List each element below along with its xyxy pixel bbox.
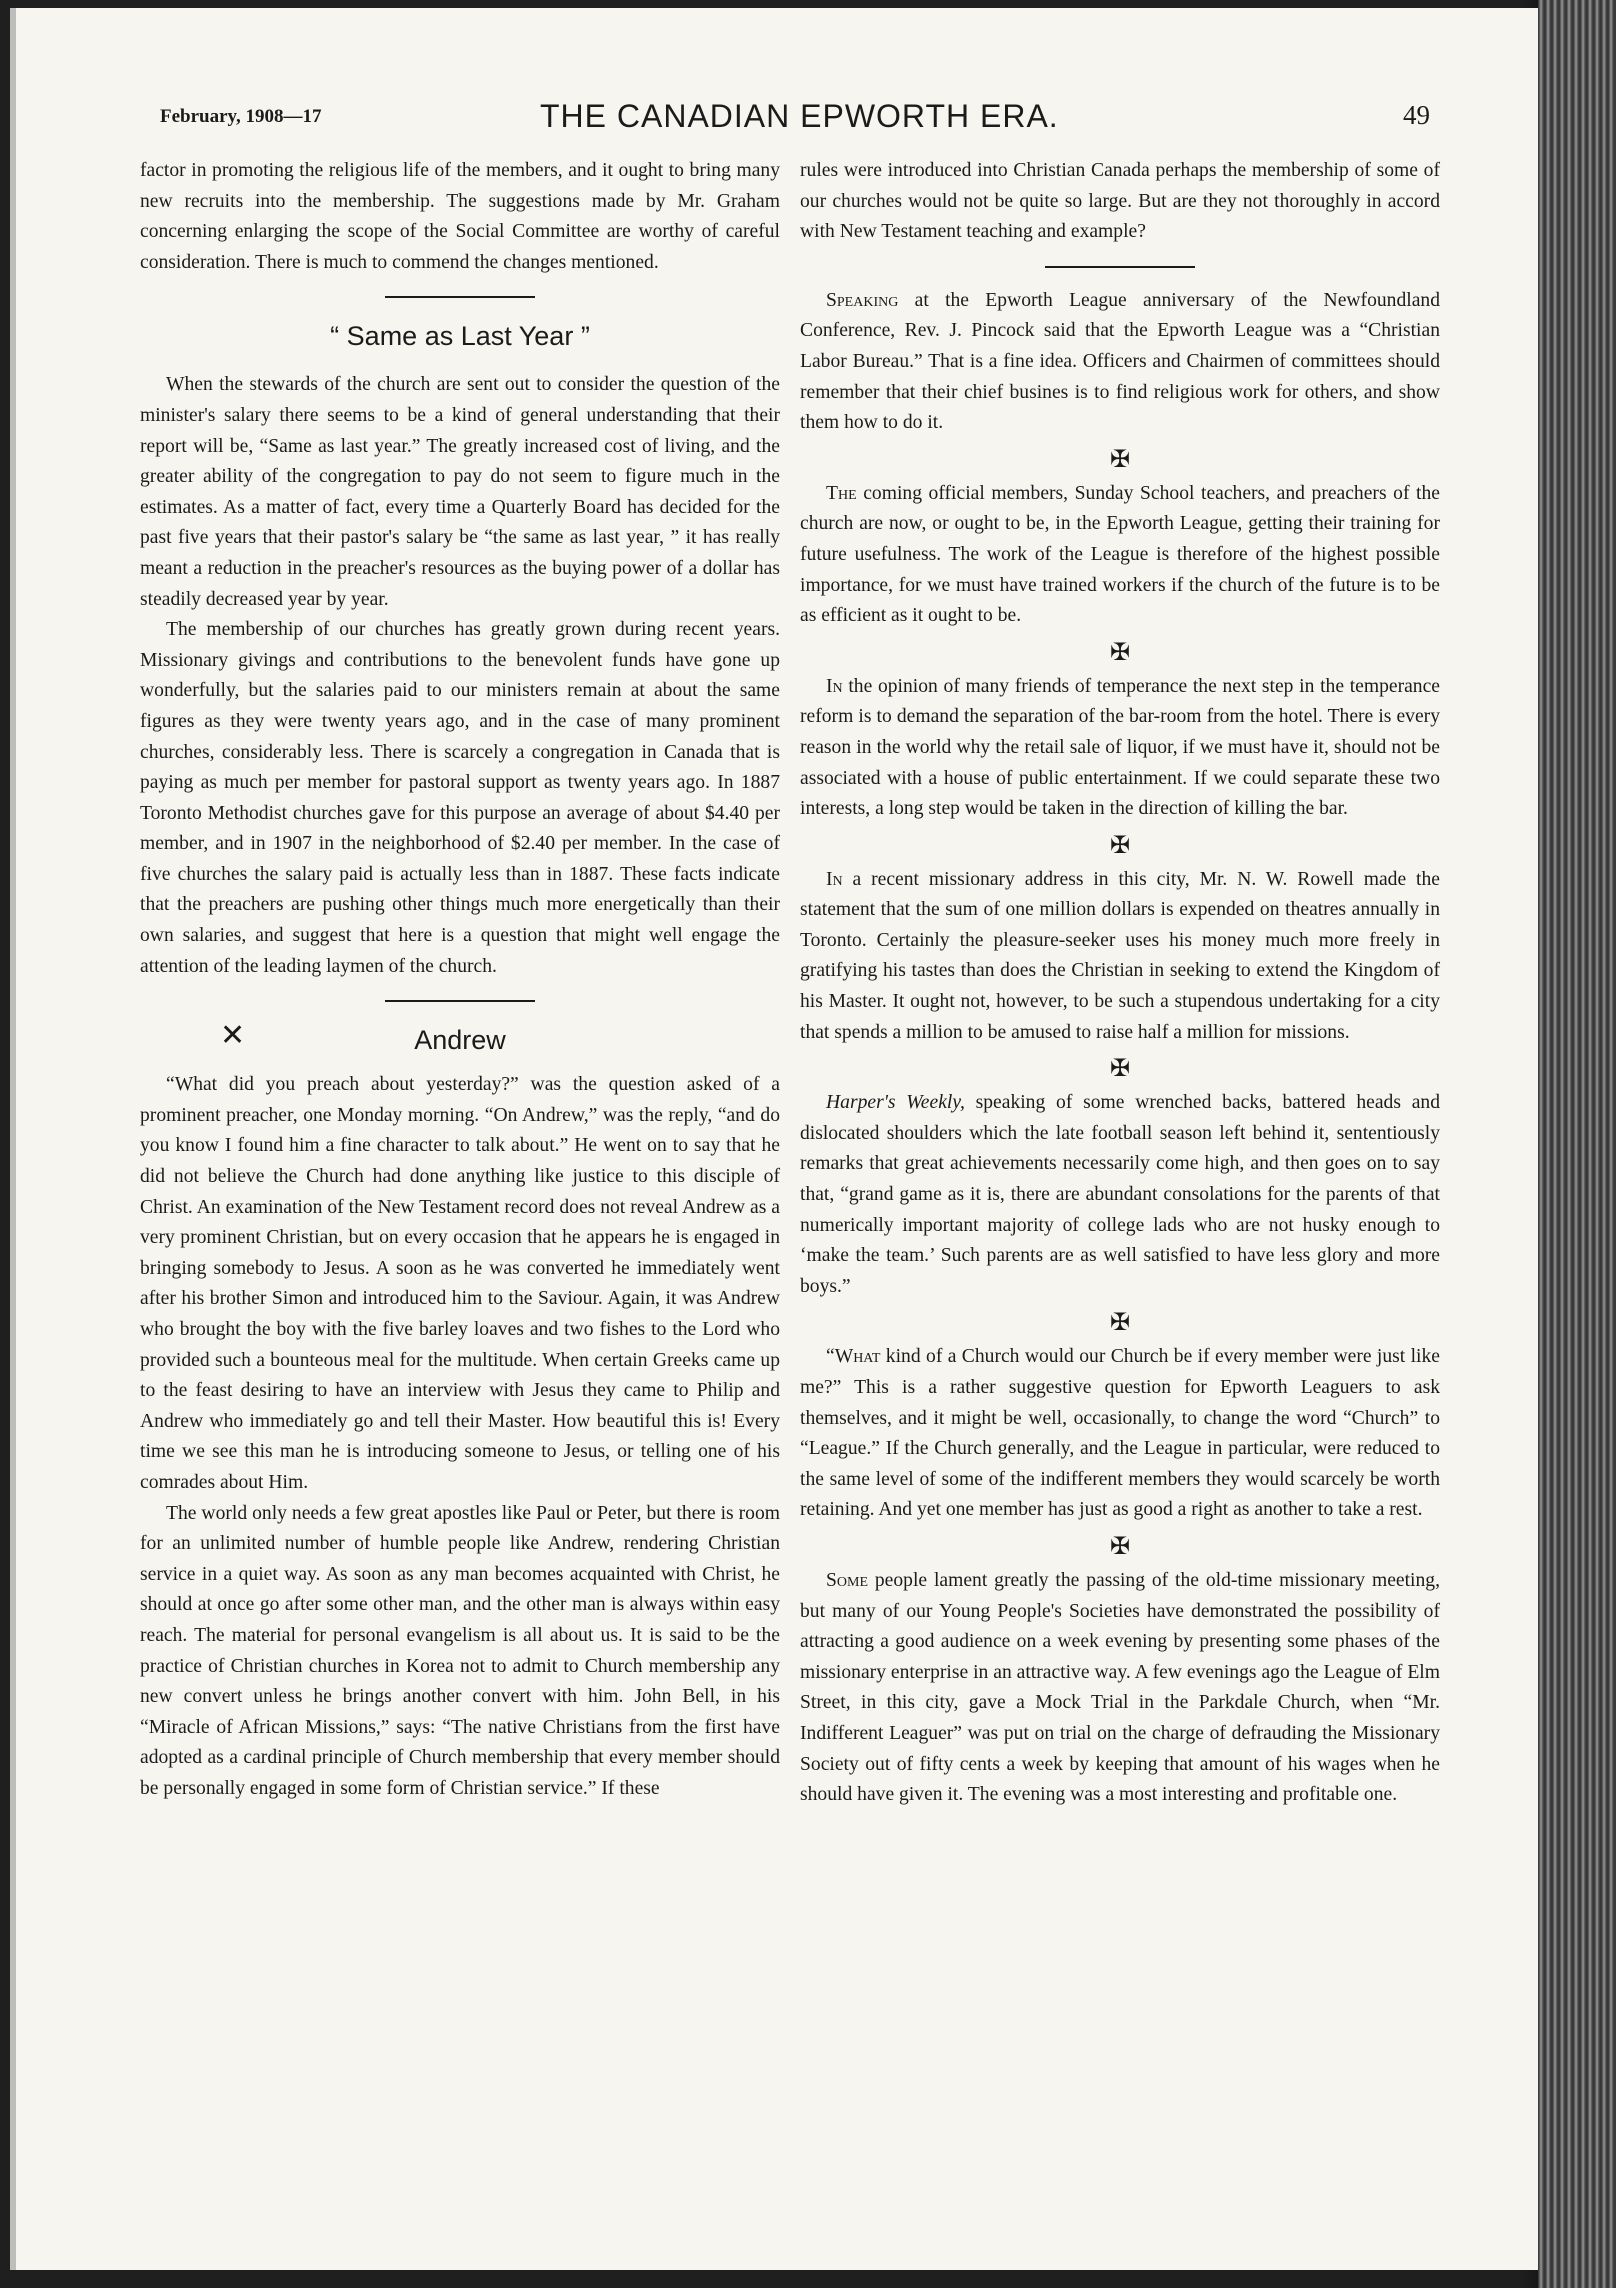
maltese-cross-icon: ✠: [1109, 1056, 1131, 1083]
paragraph: [800, 865, 1440, 1049]
paragraph: factor in promoting the religious life of the members, and it ought to bring many new recruits into the membership. The suggestions made by Mr. Graham concerning enlarging the scope of the Social Committee are worthy of careful consideration. There is much to commend the changes mentioned.: [140, 160, 780, 273]
paragraph-text: a recent missionary address in this city, Mr. N. W. Rowell made the statement that the sum of one million dollars is expended on theatres annually in Toronto. Certainly the pleasure-seeker uses his money much more freely in gratifying his tastes than does the Christian in seeking to extend the Kingdom of his Master. It ought not, however, to be such a stupendous undertaking for a city that spends a million to be amused to raise half a million for missions.: [800, 868, 1440, 1043]
paragraph: The membership of our churches has greatly grown during recent years. Missionary givings and contributions to the benevolent funds have gone up wonderfully, but the salaries paid to our ministers remain at about the same figures as they were twenty years ago, and in the case of many prominent churches, considerably less. There is scarcely a congregation in Canada that is paying as much per member for pastoral support as twenty years ago. In 1887 Toronto Methodist churches gave for this purpose an average of about $4.40 per member, and in 1907 in the neighborhood of $2.40 per member. In the case of five churches the salary paid is actually less than in 1887. These facts indicate that the preachers are pushing other things much more energetically than their own salaries, and suggest that here is a question that might well engage the attention of the leading laymen of the church.: [140, 619, 780, 977]
paragraph: [800, 1342, 1440, 1526]
maltese-cross-icon: ✠: [1109, 446, 1131, 473]
paragraph-text: at the Epworth League anniversary of the Newfoundland Conference, Rev. J. Pincock said that the Epworth League was a “Christian Labor Bureau.” That is a fine idea. Officers and Chairmen of committees should remember that their chief busines is to find religious work for others, and show them how to do it.: [800, 289, 1440, 434]
maltese-cross-icon: ✠: [1109, 1533, 1131, 1560]
issue-date: February, 1908—17: [160, 106, 322, 127]
paragraph: [800, 286, 1440, 439]
article-heading-andrew: Andrew: [414, 1025, 506, 1056]
section-divider: [385, 1000, 535, 1002]
paragraph-text: kind of a Church would our Church be if every member were just like me?” This is a rather suggestive question for Epworth Leaguers to ask themselves, and it might be well, occasionally, to change the word “Church” to “League.” If the Church generally, and the League in particular, were reduced to the same level of some of the indifferent members they would scarcely be worth retaining. And yet one member has just as good a right as another to take a rest.: [800, 1346, 1440, 1521]
pencil-mark-icon: ✕: [220, 1019, 246, 1053]
paragraph: The world only needs a few great apostles like Paul or Peter, but there is room for an unlimited number of humble people like Andrew, rendering Christian service in a quiet way. As soon as any man becomes acquainted with Christ, he should at once go after some other man, and the other man is always within easy reach. The material for personal evangelism is all about us. It is said to be the practice of Christian churches in Korea not to admit to Church membership any new convert unless he brings another convert with him. John Bell, in his “Miracle of African Missions,” says: “The native Christians from the first have adopted as a cardinal principle of Church membership that every member should be personally engaged in some form of Christian service.” If these: [140, 1502, 780, 1799]
paragraph: “What did you preach about yesterday?” was the question asked of a prominent preacher, one Monday morning. “On Andrew,” was the reply, “and do you know I found him a fine character to talk about.” He went on to say that he did not believe the Church had done anything like justice to this disciple of Christ. An examination of the New Testament record does not reveal Andrew as a very prominent Christian, but on every occasion that he appears he is engaged in bringing somebody to Jesus. A soon as he was converted he immediately went after his brother Simon and introduced him to the Saviour. Again, it was Andrew who brought the boy with the five barley loaves and two fishes to the Lord who provided such a bounteous meal for the multitude. When certain Greeks came up to the feast desiring to have an interview with Jesus they came to Philip and Andrew who immediately go and tell their Master. How beautiful this is! Every time we see this man he is introducing someone to Jesus, or telling one of his comrades about Him.: [140, 1074, 780, 1493]
section-divider: [1045, 266, 1195, 268]
paragraph-text: coming official members, Sunday School teachers, and preachers of the church are now, or ought to be, in the Epworth League, getting their training for future usefulness. The work of the League is therefore of the highest possible importance, for we must have trained workers if the church of the future is to be as efficient as it ought to be.: [800, 482, 1440, 627]
lead-word: In: [826, 868, 843, 890]
paragraph: [800, 1088, 1440, 1302]
open-quote: “: [826, 1346, 835, 1368]
paragraph-text: people lament greatly the passing of the old-time missionary meeting, but many of our Young People's Societies have demonstrated the possibility of attracting a good audience on a week evening by presenting some phases of the missionary enterprise in an attractive way. A few evenings ago the League of Elm Street, in this city, gave a Mock Trial in the Parkdale Church, when “Mr. Indifferent Leaguer” was put on trial on the charge of defrauding the Missionary Society out of fifty cents a week by keeping that amount of his wages when he should have given it. The evening was a most interesting and profitable one.: [800, 1569, 1440, 1806]
scanned-page: [10, 8, 1538, 2270]
book-spine: [1538, 0, 1616, 2288]
page-number: 49: [1403, 100, 1430, 130]
maltese-cross-icon: ✠: [1109, 1310, 1131, 1337]
paragraph: rules were introduced into Christian Canada perhaps the membership of some of our churches would not be quite so large. But are they not thoroughly in accord with New Testament teaching and example?: [800, 160, 1440, 243]
running-header: [160, 98, 1430, 138]
maltese-cross-icon: ✠: [1109, 832, 1131, 859]
paragraph: When the stewards of the church are sent out to consider the question of the minister's salary there seems to be a kind of general understanding that their report will be, “Same as last year.” The greatly increased cost of living, and the greater ability of the congregation to pay do not seem to figure much in the estimates. As a matter of fact, every time a Quarterly Board has decided for the past five years that their pastor's salary be “the same as last year, ” it has really meant a reduction in the preacher's resources as the buying power of a dollar has steadily decreased year by year.: [140, 374, 780, 610]
left-column: [140, 156, 780, 1805]
lead-word: Some: [826, 1569, 869, 1591]
lead-word: Speaking: [826, 289, 899, 311]
section-divider: [385, 296, 535, 298]
lead-word: In: [826, 675, 843, 697]
article-heading-same-as-last-year: “ Same as Last Year ”: [330, 321, 590, 352]
journal-title: THE CANADIAN EPWORTH ERA.: [540, 98, 1059, 134]
article-heading-row: [140, 1020, 780, 1060]
lead-word: What: [834, 1346, 881, 1368]
paragraph: [800, 1566, 1440, 1811]
paragraph: [800, 479, 1440, 632]
publication-name: Harper's Weekly,: [826, 1092, 965, 1114]
maltese-cross-icon: ✠: [1109, 639, 1131, 666]
paragraph-text: the opinion of many friends of temperance the next step in the temperance reform is to demand the separation of the bar-room from the hotel. There is every reason in the world why the retail sale of liquor, if we must have it, should not be associated with a house of public entertainment. If we could separate these two interests, a long step would be taken in the direction of killing the bar.: [800, 675, 1440, 820]
right-column: [800, 156, 1440, 1811]
paragraph-text: speaking of some wrenched backs, battered heads and dislocated shoulders which the late football season left behind it, sententiously remarks that great achievements necessarily come high, and then goes on to say that, “grand game as it is, there are abundant consolations for the parents of that numerically important majority of college lads who are not husky enough to ‘make the team.’ Such parents are as well satisfied to have less glory and more boys.”: [800, 1092, 1441, 1297]
lead-word: The: [826, 482, 857, 504]
paragraph: [800, 672, 1440, 825]
